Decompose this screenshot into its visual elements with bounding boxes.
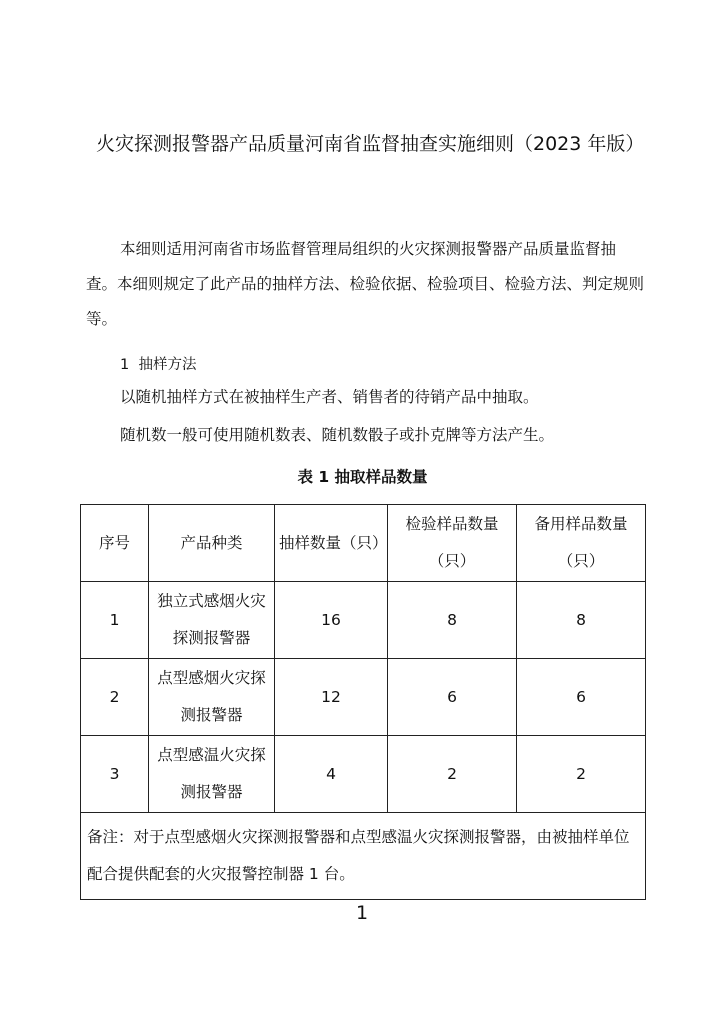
table-row [81, 659, 646, 736]
header-cell: 抽样数量（只） [275, 505, 388, 582]
table-cell: 点型感烟火灾探测报警器 [149, 659, 275, 736]
table-cell: 2 [81, 659, 149, 736]
table-row [81, 736, 646, 813]
table-cell: 2 [388, 736, 517, 813]
table-cell: 1 [81, 582, 149, 659]
table-cell: 3 [81, 736, 149, 813]
table-cell: 2 [517, 736, 646, 813]
table-cell: 6 [517, 659, 646, 736]
random-number-line: 随机数一般可使用随机数表、随机数骰子或扑克牌等方法产生。 [120, 426, 555, 444]
intro-paragraph: 本细则适用河南省市场监督管理局组织的火灾探测报警器产品质量监督抽查。本细则规定了此产品的抽样方法、检验依据、检验项目、检验方法、判定规则等。 [86, 240, 645, 328]
table-cell: 点型感温火灾探测报警器 [149, 736, 275, 813]
table-caption: 表 1 抽取样品数量 [297, 468, 428, 486]
header-cell: 序号 [81, 505, 149, 582]
table-cell: 12 [275, 659, 388, 736]
sampling-method-line: 以随机抽样方式在被抽样生产者、销售者的待销产品中抽取。 [120, 388, 539, 406]
header-cell: 检验样品数量（只） [388, 505, 517, 582]
page-number: 1 [355, 902, 369, 924]
table-cell: 4 [275, 736, 388, 813]
table-note: 备注：对于点型感烟火灾探测报警器和点型感温火灾探测报警器，由被抽样单位配合提供配套的火灾报警控制器 1 台。 [81, 813, 646, 900]
section-title: 抽样方法 [138, 357, 197, 373]
document-title: 火灾探测报警器产品质量河南省监督抽查实施细则（2023 年版） [96, 133, 645, 155]
section-number: 1 [120, 357, 130, 373]
table-note-row [81, 813, 646, 900]
table-row [81, 582, 646, 659]
table-cell: 8 [388, 582, 517, 659]
section-heading [120, 350, 196, 380]
header-cell: 产品种类 [149, 505, 275, 582]
table-cell: 16 [275, 582, 388, 659]
sample-quantity-table [80, 504, 646, 900]
table-cell: 独立式感烟火灾探测报警器 [149, 582, 275, 659]
table-cell: 6 [388, 659, 517, 736]
table-header-row [81, 505, 646, 582]
header-cell: 备用样品数量（只） [517, 505, 646, 582]
table-cell: 8 [517, 582, 646, 659]
